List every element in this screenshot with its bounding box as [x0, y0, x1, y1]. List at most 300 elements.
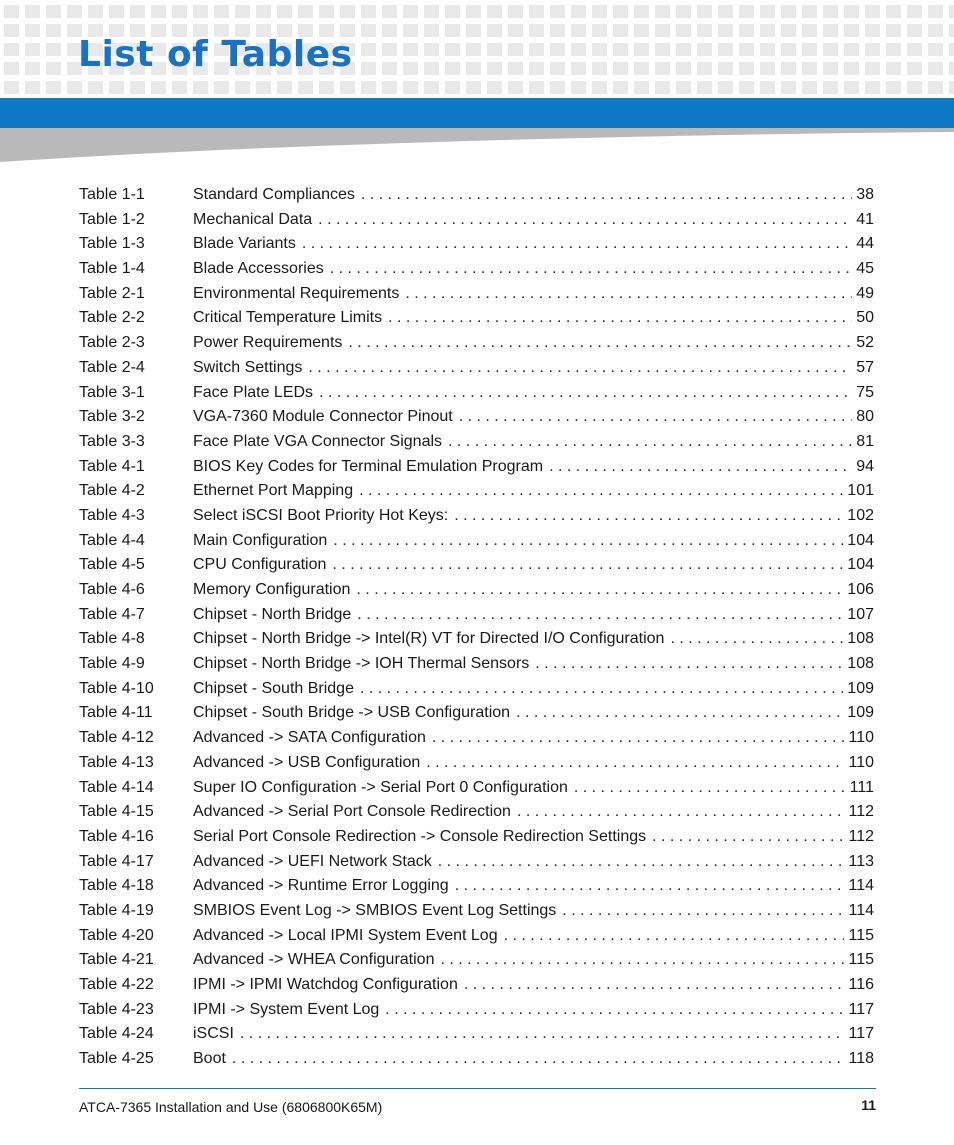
toc-entry-page: 44	[856, 235, 874, 253]
header-pattern-square	[424, 5, 439, 18]
toc-entry-leader	[348, 331, 852, 356]
header-pattern-square	[718, 24, 733, 37]
toc-entry-number: Table 4-11	[79, 704, 153, 722]
toc-entry-leader	[432, 726, 845, 751]
header-pattern-square	[487, 81, 502, 94]
toc-entry-title: Super IO Configuration -> Serial Port 0 Configuration	[193, 778, 568, 796]
toc-entry-number: Table 4-2	[79, 482, 145, 500]
toc-entry-number: Table 4-3	[79, 506, 145, 524]
header-pattern-square	[907, 43, 922, 56]
header-pattern-square	[445, 81, 460, 94]
toc-entry[interactable]	[79, 973, 874, 998]
header-pattern-square	[928, 43, 943, 56]
header-pattern-square	[676, 62, 691, 75]
header-pattern-square	[907, 62, 922, 75]
header-pattern-square	[529, 43, 544, 56]
toc-entry[interactable]	[79, 948, 874, 973]
header-pattern-square	[949, 5, 954, 18]
header-pattern-square	[613, 62, 628, 75]
toc-entry[interactable]	[79, 356, 874, 381]
toc-entry-leader	[562, 899, 844, 924]
toc-entry-leader	[232, 1047, 845, 1072]
header-pattern-square	[592, 5, 607, 18]
header-pattern-square	[550, 62, 565, 75]
header-pattern-square	[823, 5, 838, 18]
header-pattern-square	[361, 24, 376, 37]
header-pattern-square	[949, 62, 954, 75]
toc-entry-number: Table 1-4	[79, 260, 145, 278]
header-pattern-square	[760, 81, 775, 94]
header-pattern-square	[88, 5, 103, 18]
header-pattern-square	[508, 43, 523, 56]
header-pattern-square	[340, 81, 355, 94]
toc-entry[interactable]	[79, 726, 874, 751]
header-pattern-square	[697, 24, 712, 37]
header-pattern-square	[319, 81, 334, 94]
header-pattern-square	[382, 24, 397, 37]
toc-entry-number: Table 3-3	[79, 432, 145, 450]
toc-entry[interactable]	[79, 701, 874, 726]
header-pattern-square	[4, 81, 19, 94]
header-pattern-square	[781, 5, 796, 18]
header-pattern-square	[46, 5, 61, 18]
toc-entry[interactable]	[79, 553, 874, 578]
toc-entry-leader	[318, 208, 852, 233]
header-pattern-square	[697, 81, 712, 94]
toc-entry[interactable]	[79, 208, 874, 233]
header-pattern-square	[109, 81, 124, 94]
toc-entry-leader	[240, 1022, 845, 1047]
toc-entry-page: 104	[847, 531, 874, 549]
toc-entry-leader	[574, 776, 846, 801]
toc-entry-page: 114	[848, 901, 874, 919]
header-pattern-square	[298, 81, 313, 94]
header-pattern-square	[592, 24, 607, 37]
header-pattern-square	[844, 24, 859, 37]
header-pattern-square	[466, 81, 481, 94]
toc-entry-page: 110	[848, 729, 874, 747]
header-pattern-square	[781, 24, 796, 37]
toc-entry-number: Table 4-24	[79, 1025, 154, 1043]
header-pattern-square	[823, 81, 838, 94]
toc-entry[interactable]	[79, 751, 874, 776]
toc-entry-leader	[330, 257, 852, 282]
toc-entry-title: Advanced -> USB Configuration	[193, 753, 421, 771]
header-pattern-square	[802, 81, 817, 94]
header-pattern-square	[424, 24, 439, 37]
toc-entry-leader	[459, 405, 852, 430]
toc-entry[interactable]	[79, 282, 874, 307]
toc-entry-leader	[464, 973, 845, 998]
header-pattern-square	[571, 43, 586, 56]
toc-entry-page: 113	[848, 852, 874, 870]
toc-entry-leader	[388, 306, 852, 331]
header-pattern-square	[403, 24, 418, 37]
header-pattern-square	[361, 43, 376, 56]
toc-entry-number: Table 2-3	[79, 334, 145, 352]
header-pattern-square	[718, 62, 733, 75]
header-pattern-square	[928, 5, 943, 18]
header-pattern-square	[823, 62, 838, 75]
header-pattern-square	[214, 5, 229, 18]
header-pattern-square	[886, 5, 901, 18]
toc-entry-title: Switch Settings	[193, 358, 303, 376]
header-pattern-square	[571, 62, 586, 75]
header-pattern-square	[844, 5, 859, 18]
toc-entry-number: Table 4-7	[79, 605, 145, 623]
header-pattern-square	[130, 81, 145, 94]
header-pattern-square	[424, 43, 439, 56]
header-pattern-square	[949, 43, 954, 56]
toc-entry-leader	[333, 529, 843, 554]
header-pattern-square	[256, 5, 271, 18]
header-pattern-square	[760, 5, 775, 18]
header-pattern-square	[256, 81, 271, 94]
toc-entry-page: 75	[856, 383, 874, 401]
header-pattern-square	[445, 62, 460, 75]
header-pattern-square	[823, 43, 838, 56]
header-pattern-square	[487, 5, 502, 18]
header-pattern-square	[739, 5, 754, 18]
toc-entry-page: 108	[847, 630, 874, 648]
footer-divider	[79, 1088, 876, 1089]
toc-entry-page: 112	[848, 803, 874, 821]
header-pattern-square	[529, 5, 544, 18]
toc-entry-number: Table 4-12	[79, 729, 154, 747]
toc-entry-title: Critical Temperature Limits	[193, 309, 383, 327]
toc-entry-number: Table 1-3	[79, 235, 145, 253]
header-pattern-square	[676, 24, 691, 37]
header-pattern-square	[172, 5, 187, 18]
header-pattern-square	[403, 5, 418, 18]
header-pattern-square	[361, 81, 376, 94]
header-pattern-square	[508, 62, 523, 75]
header-pattern-square	[46, 81, 61, 94]
toc-entry-title: Chipset - North Bridge	[193, 605, 352, 623]
toc-entry-number: Table 4-5	[79, 556, 145, 574]
header-pattern-square	[151, 5, 166, 18]
toc-entry[interactable]	[79, 776, 874, 801]
header-pattern-square	[655, 5, 670, 18]
toc-entry-leader	[652, 825, 844, 850]
header-pattern-square	[760, 24, 775, 37]
header-pattern-square	[529, 24, 544, 37]
toc-entry[interactable]	[79, 874, 874, 899]
toc-entry-number: Table 2-1	[79, 284, 145, 302]
toc-entry-leader	[356, 578, 843, 603]
header-pattern-square	[403, 81, 418, 94]
header-pattern-square	[886, 81, 901, 94]
toc-entry-leader	[405, 282, 852, 307]
toc-entry-title: IPMI -> IPMI Watchdog Configuration	[193, 976, 458, 993]
toc-entry-title: Memory Configuration	[193, 581, 351, 598]
toc-entry-leader	[426, 751, 844, 776]
header-pattern-square	[802, 24, 817, 37]
header-pattern-square	[760, 43, 775, 56]
header-pattern-square	[907, 24, 922, 37]
toc-entry[interactable]	[79, 381, 874, 406]
toc-entry[interactable]	[79, 504, 874, 529]
toc-entry-page: 50	[856, 309, 874, 327]
toc-entry[interactable]	[79, 306, 874, 331]
toc-entry-number: Table 3-2	[79, 408, 145, 426]
header-pattern-square	[445, 43, 460, 56]
header-pattern-square	[25, 5, 40, 18]
toc-entry-number: Table 4-14	[79, 778, 154, 796]
header-pattern-square	[382, 43, 397, 56]
toc-entry-title: Advanced -> WHEA Configuration	[193, 951, 435, 969]
toc-entry-title: Blade Accessories	[193, 260, 324, 278]
header-pattern-square	[382, 62, 397, 75]
header-pattern-square	[886, 62, 901, 75]
header-pattern-square	[46, 43, 61, 56]
header-pattern-square	[46, 24, 61, 37]
toc-entry-title: Face Plate LEDs	[193, 383, 314, 401]
toc-entry-leader	[517, 800, 845, 825]
toc-entry-leader	[319, 381, 852, 406]
header-pattern-square	[487, 24, 502, 37]
header-pattern-square	[949, 81, 954, 94]
header-pattern-square	[802, 62, 817, 75]
toc-entry-title: VGA-7360 Module Connector Pinout	[193, 408, 453, 426]
header-pattern-square	[25, 24, 40, 37]
header-pattern-square	[382, 5, 397, 18]
toc-entry[interactable]	[79, 627, 874, 652]
toc-entry-title: Chipset - South Bridge -> USB Configuration	[193, 704, 511, 722]
header-pattern-square	[571, 81, 586, 94]
header-pattern-square	[424, 62, 439, 75]
header-pattern-square	[655, 24, 670, 37]
toc-entry-leader	[385, 998, 844, 1023]
header-pattern-square	[613, 24, 628, 37]
header-pattern-square	[4, 24, 19, 37]
header-pattern-square	[466, 24, 481, 37]
header-pattern-square	[46, 62, 61, 75]
header-pattern-square	[718, 43, 733, 56]
header-pattern-square	[697, 5, 712, 18]
toc-entry-leader	[332, 553, 843, 578]
header-pattern-square	[466, 5, 481, 18]
header-pattern-square	[886, 43, 901, 56]
toc-entry[interactable]	[79, 899, 874, 924]
header-pattern-square	[193, 5, 208, 18]
toc-entry-page: 109	[847, 704, 874, 722]
header-pattern-square	[445, 24, 460, 37]
header-gray-swoosh	[0, 128, 954, 164]
toc-entry-leader	[359, 479, 843, 504]
header-pattern-square	[361, 5, 376, 18]
toc-entry-page: 41	[856, 210, 874, 228]
header-pattern-square	[109, 5, 124, 18]
toc-entry-page: 38	[856, 186, 874, 203]
header-pattern-square	[466, 62, 481, 75]
header-pattern-square	[928, 81, 943, 94]
toc-entry[interactable]	[79, 529, 874, 554]
header-pattern-square	[739, 81, 754, 94]
header-pattern-square	[571, 24, 586, 37]
header-pattern-square	[235, 5, 250, 18]
toc-entry-number: Table 4-17	[79, 852, 154, 870]
toc-entry[interactable]	[79, 405, 874, 430]
header-pattern-square	[634, 43, 649, 56]
header-pattern-square	[508, 24, 523, 37]
header-pattern-square	[634, 24, 649, 37]
toc-entry-leader	[357, 603, 843, 628]
header-pattern-square	[718, 5, 733, 18]
toc-entry-leader	[360, 677, 843, 702]
header-pattern-square	[781, 43, 796, 56]
toc-entry[interactable]	[79, 924, 874, 949]
toc-entry-number: Table 4-6	[79, 581, 145, 598]
header-pattern-square	[865, 5, 880, 18]
header-pattern-square	[298, 5, 313, 18]
header-pattern-square	[613, 81, 628, 94]
toc-entry-leader	[440, 948, 844, 973]
toc-entry-title: IPMI -> System Event Log	[193, 1000, 380, 1018]
header-pattern-square	[613, 5, 628, 18]
header-pattern-square	[67, 81, 82, 94]
toc-entry-number: Table 4-4	[79, 531, 145, 549]
toc-entry-page: 81	[856, 432, 874, 450]
toc-entry-title: Standard Compliances	[193, 186, 355, 203]
toc-entry-number: Table 2-4	[79, 358, 145, 376]
toc-entry-leader	[455, 874, 845, 899]
toc-entry-title: Ethernet Port Mapping	[193, 482, 354, 500]
header-pattern-square	[592, 43, 607, 56]
header-pattern-square	[550, 43, 565, 56]
toc-entry-number: Table 4-20	[79, 926, 154, 944]
toc-entry-number: Table 4-23	[79, 1000, 154, 1018]
header-pattern-square	[319, 5, 334, 18]
toc-entry-number: Table 4-8	[79, 630, 145, 648]
toc-entry-title: Advanced -> Serial Port Console Redirection	[193, 803, 511, 821]
toc-entry[interactable]	[79, 232, 874, 257]
toc-entry-page: 115	[848, 951, 874, 969]
toc-entry[interactable]	[79, 1022, 874, 1047]
toc-entry[interactable]	[79, 331, 874, 356]
header-pattern-square	[613, 43, 628, 56]
toc-entry-page: 106	[847, 581, 874, 598]
toc-entry-leader	[504, 924, 845, 949]
toc-entry-number: Table 4-16	[79, 827, 154, 845]
header-pattern-square	[25, 62, 40, 75]
toc-entry[interactable]	[79, 652, 874, 677]
toc-entry-title: Face Plate VGA Connector Signals	[193, 432, 443, 450]
toc-entry-title: BIOS Key Codes for Terminal Emulation Program	[193, 457, 544, 475]
header-pattern-square	[151, 81, 166, 94]
toc-entry-page: 117	[848, 1025, 874, 1043]
toc-entry-number: Table 4-22	[79, 976, 154, 993]
toc-entry-page: 107	[847, 605, 874, 623]
header-pattern-square	[634, 5, 649, 18]
toc-entry[interactable]	[79, 998, 874, 1023]
toc-entry[interactable]	[79, 850, 874, 875]
header-pattern-square	[802, 43, 817, 56]
header-pattern-square	[634, 81, 649, 94]
toc-entry-title: Boot	[193, 1050, 226, 1068]
header-pattern-square	[697, 62, 712, 75]
header-pattern-square	[67, 5, 82, 18]
toc-entry-page: 102	[847, 506, 874, 524]
header-pattern-square	[865, 81, 880, 94]
header-pattern-square	[88, 81, 103, 94]
toc-entry-title: Power Requirements	[193, 334, 343, 352]
toc-entry-page: 117	[848, 1000, 874, 1018]
toc-entry-title: Chipset - South Bridge	[193, 679, 354, 697]
toc-entry[interactable]	[79, 603, 874, 628]
header-pattern-square	[193, 81, 208, 94]
header-pattern-square	[886, 24, 901, 37]
toc-entry-page: 52	[856, 334, 874, 352]
toc-entry[interactable]	[79, 430, 874, 455]
toc-entry[interactable]	[79, 455, 874, 480]
header-pattern-square	[403, 62, 418, 75]
toc-entry-leader	[670, 627, 843, 652]
toc-entry[interactable]	[79, 183, 874, 208]
toc-entry-page: 116	[848, 976, 874, 993]
header-pattern-square	[718, 81, 733, 94]
header-pattern-square	[865, 62, 880, 75]
toc-entry[interactable]	[79, 257, 874, 282]
toc-entry-title: Blade Variants	[193, 235, 296, 253]
header-pattern-square	[4, 62, 19, 75]
header-pattern-square	[130, 5, 145, 18]
header-pattern-square	[844, 81, 859, 94]
header-pattern-square	[235, 81, 250, 94]
toc-entry-page: 110	[848, 753, 874, 771]
header-pattern-square	[739, 62, 754, 75]
toc-entry-page: 57	[856, 358, 874, 376]
header-pattern-square	[382, 81, 397, 94]
header-pattern-square	[739, 24, 754, 37]
toc-entry[interactable]	[79, 825, 874, 850]
toc-entry-leader	[302, 232, 852, 257]
toc-entry-leader	[549, 455, 852, 480]
toc-entry-title: iSCSI	[193, 1025, 234, 1043]
toc-entry-page: 49	[856, 284, 874, 302]
toc-entry-leader	[308, 356, 852, 381]
toc-entry-title: Chipset - North Bridge -> Intel(R) VT for Directed I/O Configuration	[193, 630, 665, 648]
toc-entry[interactable]	[79, 479, 874, 504]
toc-entry[interactable]	[79, 578, 874, 603]
toc-entry-number: Table 1-2	[79, 210, 145, 228]
toc-entry-title: Serial Port Console Redirection -> Console Redirection Settings	[193, 827, 647, 845]
toc-entry-number: Table 2-2	[79, 309, 145, 327]
toc-entry-number: Table 4-18	[79, 877, 154, 895]
toc-entry[interactable]	[79, 1047, 874, 1072]
toc-entry[interactable]	[79, 677, 874, 702]
toc-entry-leader	[448, 430, 852, 455]
toc-entry-title: Environmental Requirements	[193, 284, 400, 302]
header-pattern-square	[403, 43, 418, 56]
header-blue-band	[0, 98, 954, 128]
header-pattern-square	[508, 81, 523, 94]
toc-entry-number: Table 4-25	[79, 1050, 154, 1068]
toc-entry-number: Table 4-1	[79, 457, 145, 475]
header-pattern-square	[865, 24, 880, 37]
toc-entry-page: 101	[847, 482, 874, 500]
toc-entry-title: Mechanical Data	[193, 210, 313, 228]
footer-page-number: 11	[861, 1097, 876, 1113]
toc-entry-title: Advanced -> UEFI Network Stack	[193, 852, 432, 870]
toc-entry-leader	[361, 183, 852, 208]
header-pattern-square	[361, 62, 376, 75]
header-pattern-square	[802, 5, 817, 18]
toc-entry-leader	[516, 701, 843, 726]
header-pattern-square	[25, 81, 40, 94]
toc-entry-page: 94	[856, 457, 874, 475]
toc-entry[interactable]	[79, 800, 874, 825]
